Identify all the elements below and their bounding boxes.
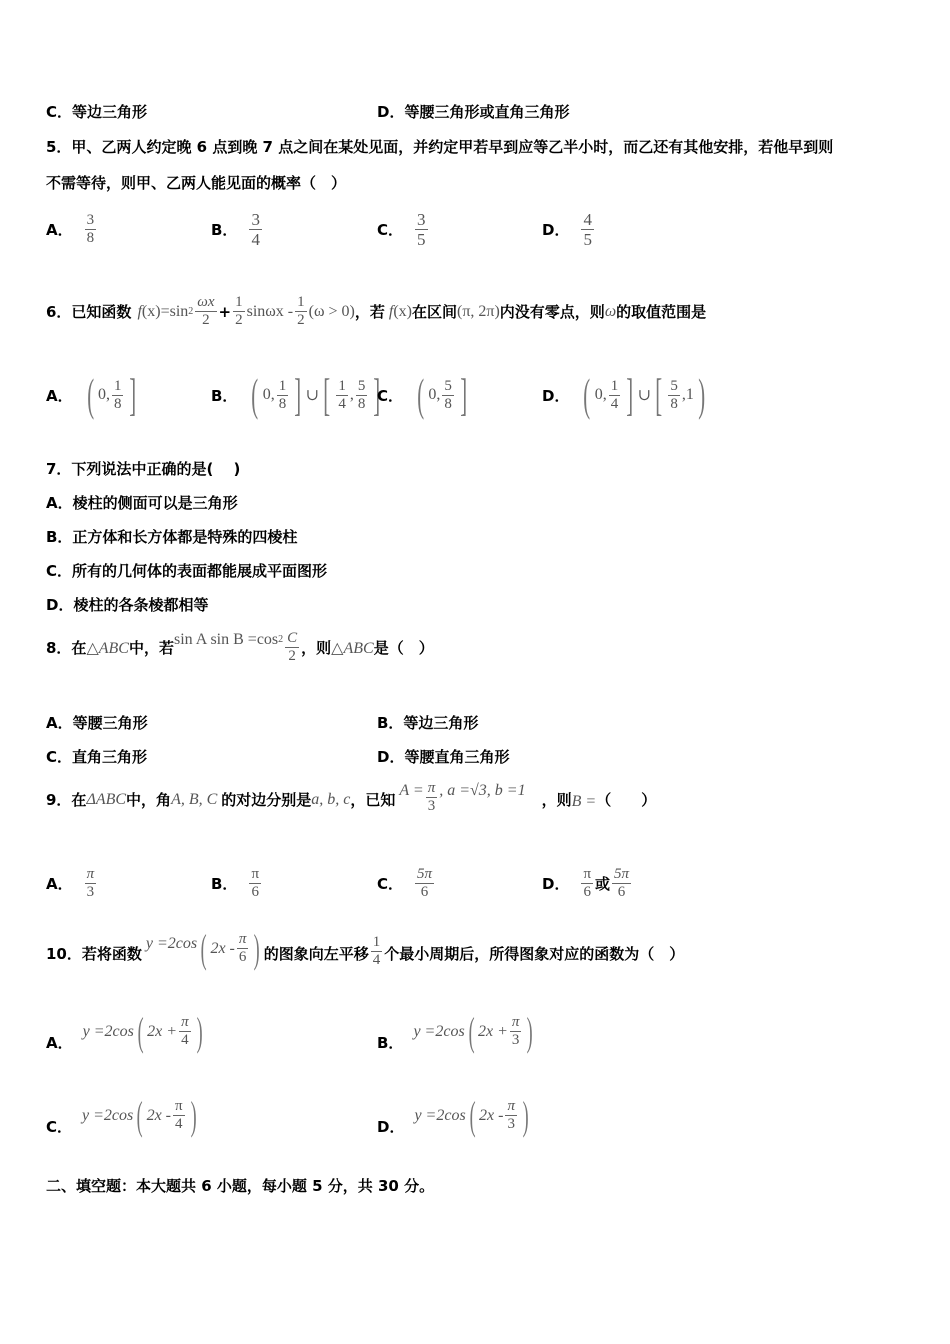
fraction: $\frac{\pi}{3}$	[511, 1014, 520, 1048]
option-label: B．	[377, 1034, 404, 1052]
option-label: B．	[211, 386, 238, 405]
option-label: C．	[377, 386, 404, 405]
fraction: $\frac{5\pi}{6}$	[417, 866, 433, 900]
q5-stem-line1: 5．甲、乙两人约定晚 6 点到晚 7 点之间在某处见面，并约定甲若早到应等乙半小时，而乙还有其他安排，若他早到则	[46, 138, 834, 156]
q7-option-c: C．所有的几何体的表面都能展成平面图形	[46, 562, 328, 580]
q8-stem: 8．在 △ABC 中，若 sin A sin B =cos 2 $\frac{C}{2}$ ，则 △ABC 是（ ）	[46, 630, 434, 664]
option-label: A．	[46, 1034, 73, 1052]
fraction: $\frac{1}{4}$	[338, 377, 346, 412]
q10-option-b: B． y =2cos ( 2x + $\frac{\pi}{3}$ )	[377, 1008, 534, 1054]
q6-option-a: A． ( 0, $\frac{1}{8}$ ]	[46, 369, 137, 420]
fraction: $\frac{\pi}{4}$	[181, 1014, 189, 1048]
q10-option-d: D． y =2cos ( 2x - $\frac{\pi}{3}$ )	[377, 1092, 529, 1138]
q9-option-c	[377, 866, 436, 901]
q8-option-c: C．直角三角形	[46, 748, 148, 766]
option-label: D．	[542, 386, 570, 405]
q10-option-c: C． y =2cos ( 2x - $\frac{\pi}{4}$ )	[46, 1092, 197, 1138]
fraction: $\frac{1}{8}$	[278, 377, 287, 412]
fraction: $\frac{3}{4}$	[251, 210, 260, 249]
q6-option-d: D． ( 0, $\frac{1}{4}$ ] ∪ [ $\frac{5}{8}$ ,1 )	[542, 369, 705, 420]
fraction: $\frac{\pi}{3}$	[427, 780, 436, 814]
fraction: $\frac{1}{8}$	[113, 377, 122, 412]
q9-option-a	[46, 866, 98, 901]
q5-stem-line2: 不需等待，则甲、乙两人能见面的概率（ ）	[46, 174, 347, 192]
option-label: B．	[211, 221, 238, 239]
q10-option-a: A． y =2cos ( 2x + $\frac{\pi}{4}$ )	[46, 1008, 203, 1054]
fraction: $\frac{\omega x}{2}$	[197, 294, 215, 328]
option-label: A．	[46, 875, 73, 893]
q4-option-d: D．等腰三角形或直角三角形	[377, 103, 570, 121]
q10-stem: 10．若将函数 y =2cos ( 2x - $\frac{\pi}{6}$ ) 的图象向左平移 $\frac{1}{4}$ 个最小周期后，所得图象对应的函数为（ ）	[46, 925, 685, 971]
fraction: $\frac{\pi}{6}$	[238, 931, 247, 965]
fraction: $\frac{5\pi}{6}$	[614, 866, 630, 900]
q5-option-b	[211, 210, 264, 249]
fraction: $\frac{\pi}{6}$	[251, 866, 260, 900]
option-label: C．	[377, 875, 404, 893]
fraction: $\frac{1}{2}$	[235, 294, 243, 328]
q7-stem: 7．下列说法中正确的是( )	[46, 460, 241, 478]
q5-option-c	[377, 210, 430, 249]
q6-option-c: C． ( 0, $\frac{5}{8}$ ]	[377, 369, 467, 420]
q9-stem: 9．在 ΔABC 中，角 A, B, C 的对边分别是 a, b, c ，已知 A = $\frac{\pi}{3}$ , a =√3, b =1 ，则 B = （ ）	[46, 780, 657, 814]
section-2-title: 二、填空题：本大题共 6 小题，每小题 5 分，共 30 分。	[46, 1177, 435, 1195]
q5-option-d	[542, 210, 596, 249]
fraction: $\frac{\pi}{3}$	[86, 866, 95, 900]
option-label: A．	[46, 221, 73, 239]
fraction: $\frac{\pi}{6}$	[583, 866, 592, 900]
option-label: A．	[46, 386, 73, 405]
fraction: $\frac{\pi}{4}$	[175, 1098, 183, 1132]
fraction: $\frac{5}{8}$	[444, 377, 452, 412]
q5-option-a	[46, 212, 98, 247]
q9-option-b	[211, 866, 263, 901]
q7-option-b: B．正方体和长方体都是特殊的四棱柱	[46, 528, 298, 546]
option-label: B．	[211, 875, 238, 893]
fraction: $\frac{4}{5}$	[583, 210, 592, 249]
option-label: D．	[542, 221, 570, 239]
fraction: $\frac{1}{4}$	[610, 377, 619, 412]
q8-option-d: D．等腰直角三角形	[377, 748, 510, 766]
fraction: $\frac{3}{8}$	[86, 212, 95, 246]
q8-option-b: B．等边三角形	[377, 714, 479, 732]
option-label: D．	[377, 1118, 405, 1136]
q9-option-d: D． $\frac{\pi}{6}$ 或 $\frac{5\pi}{6}$	[542, 866, 630, 900]
q7-option-a: A．棱柱的侧面可以是三角形	[46, 494, 238, 512]
option-label: C．	[377, 221, 404, 239]
q7-option-d: D．棱柱的各条棱都相等	[46, 596, 209, 614]
fraction: $\frac{3}{5}$	[417, 210, 426, 249]
fraction: $\frac{\pi}{3}$	[507, 1098, 515, 1132]
fraction: $\frac{5}{8}$	[357, 377, 366, 412]
option-label: D．	[542, 875, 570, 893]
fraction: $\frac{1}{4}$	[372, 934, 381, 968]
fraction: $\frac{1}{2}$	[297, 294, 305, 328]
q6-option-b: B． ( 0, $\frac{1}{8}$ ] ∪ [ $\frac{1}{4}$ , $\frac{5}{8}$ ]	[211, 369, 381, 420]
q6-stem: 6．已知函数 f (x) =sin 2 $\frac{\omega x}{2}$ + $\frac{1}{2}$ sinωx - $\frac{1}{2}$ (ω > 0) ，若 f (x) 在区间 (π, 2π) 内没有零点，则 ω 的取值范围是	[46, 294, 707, 328]
fraction: $\frac{C}{2}$	[287, 630, 298, 664]
option-label: C．	[46, 1118, 73, 1136]
q4-option-c: C．等边三角形	[46, 103, 148, 121]
q8-option-a: A．等腰三角形	[46, 714, 148, 732]
fraction: $\frac{5}{8}$	[670, 377, 678, 412]
